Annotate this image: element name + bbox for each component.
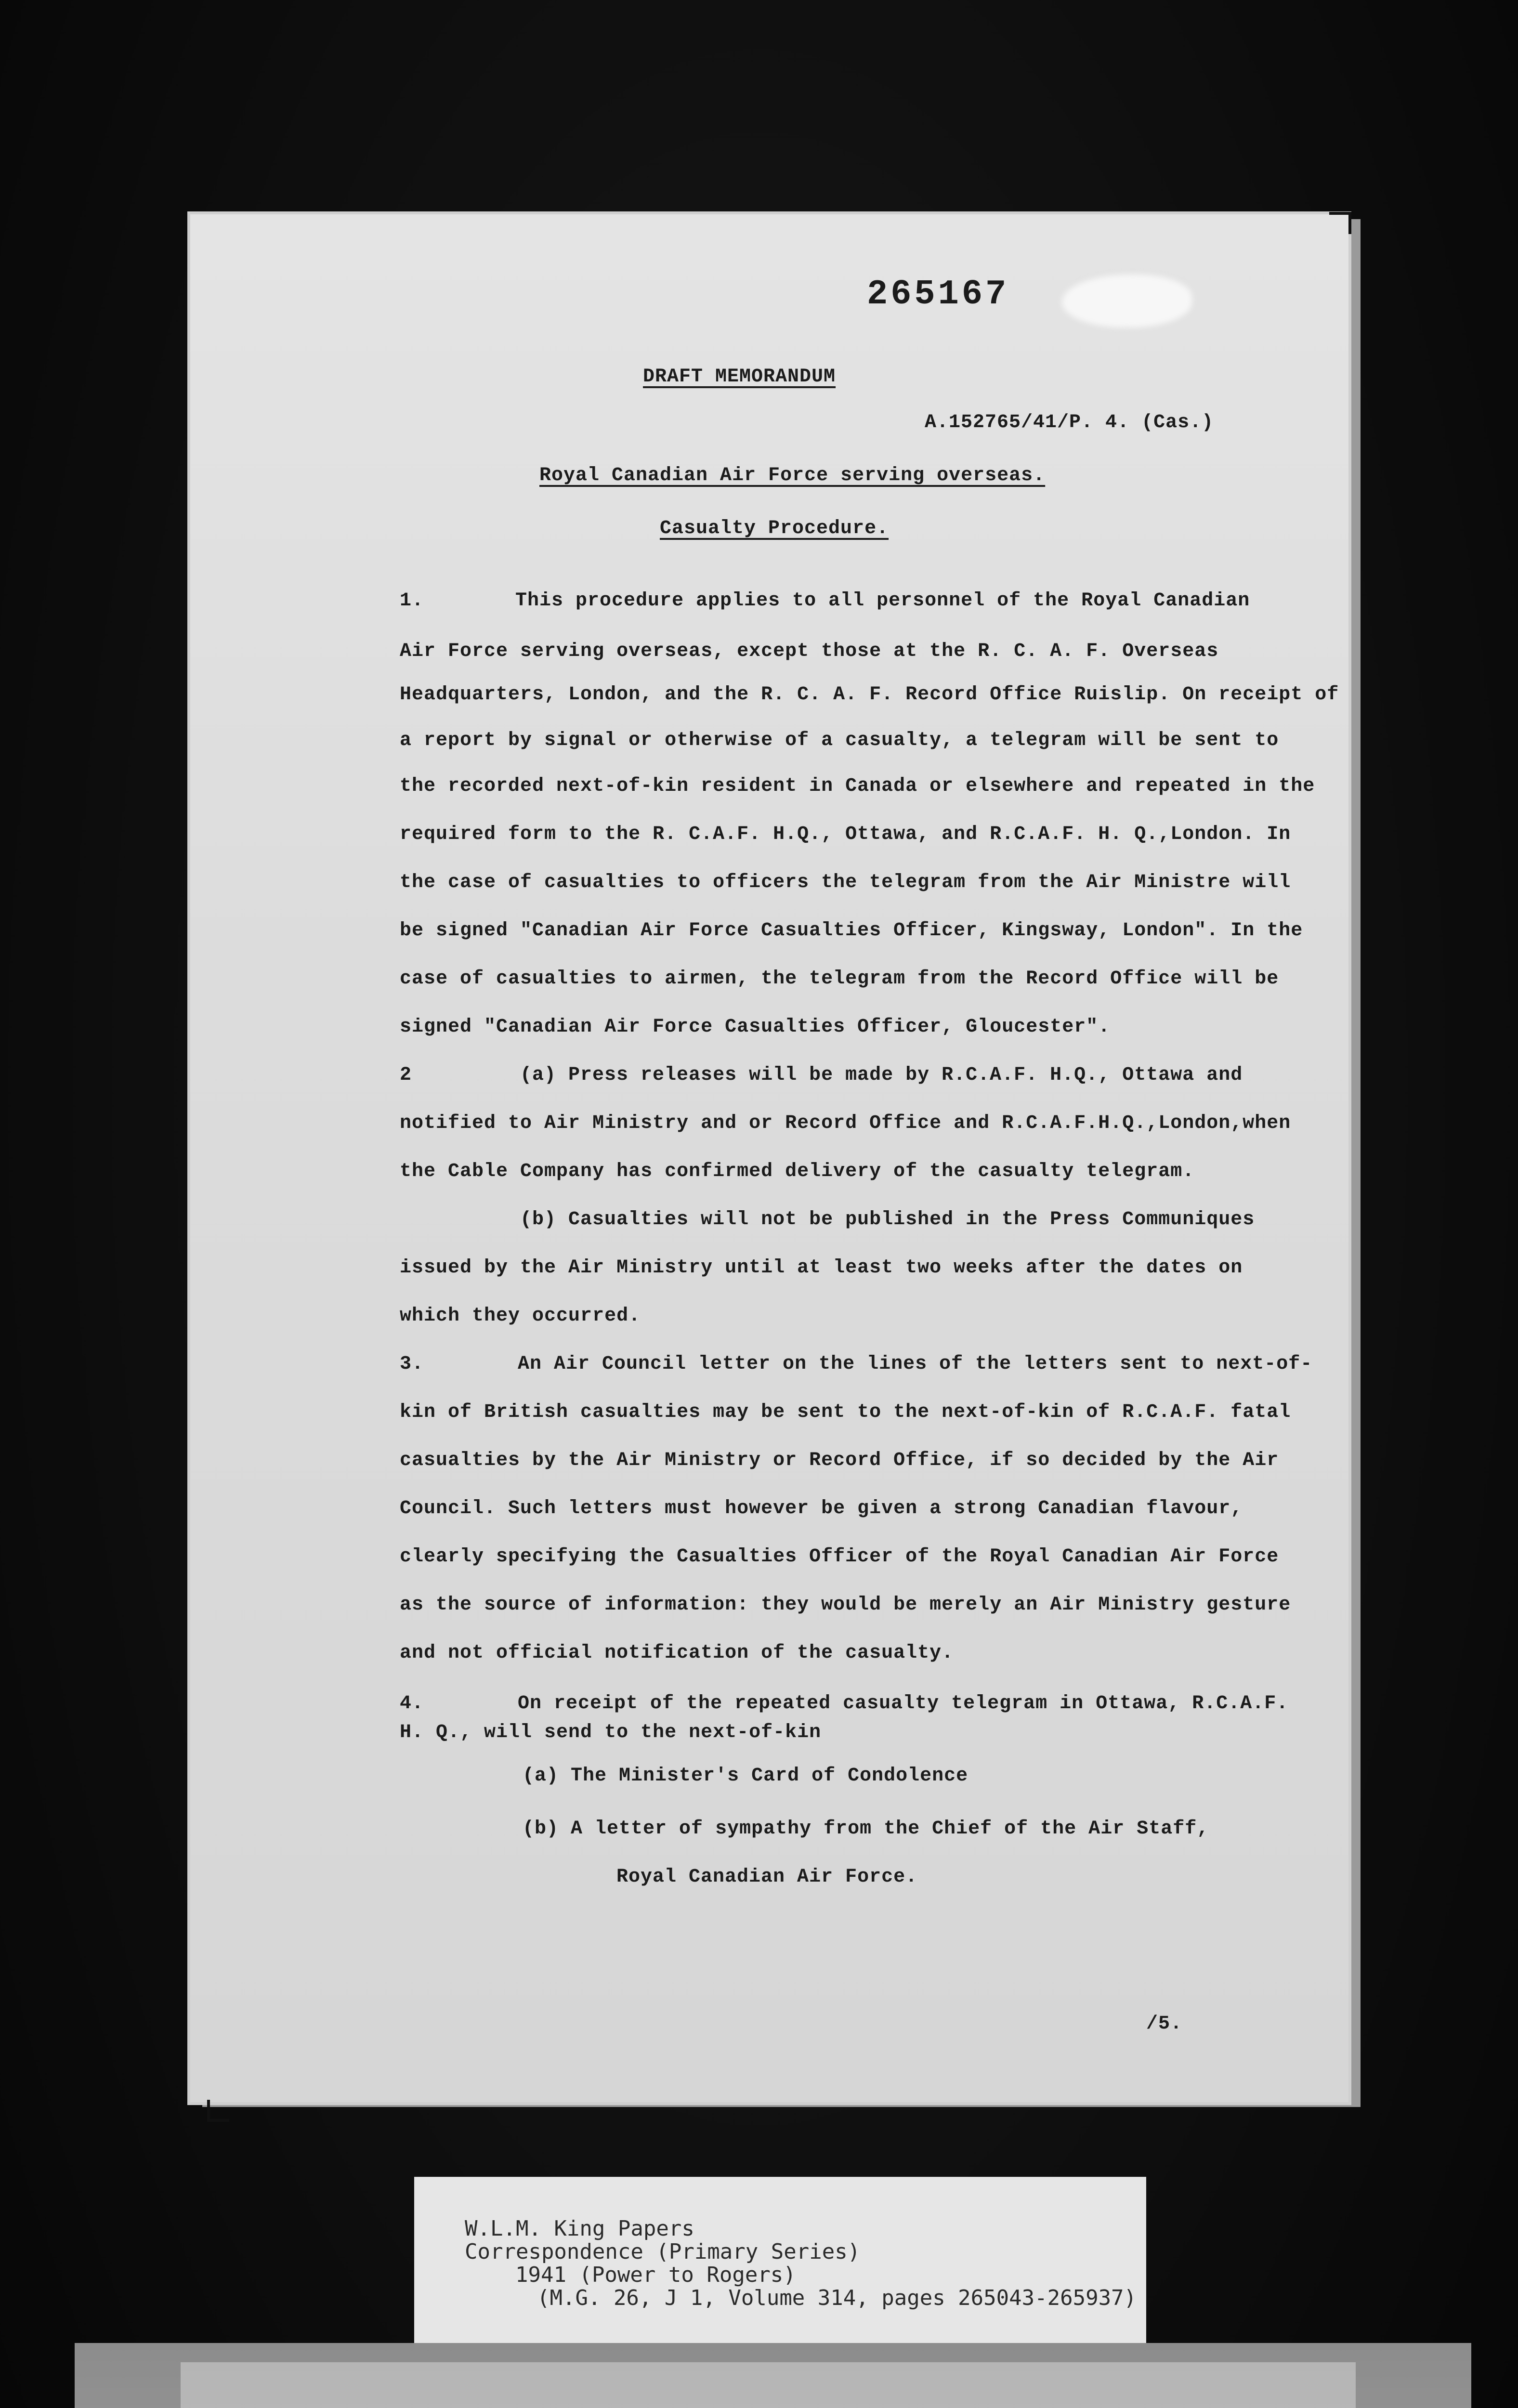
label-volume: (M.G. 26, J 1, Volume 314, pages 265043-265937): [537, 2286, 1137, 2310]
body-line: (b) Casualties will not be published in the Press Communiques: [520, 1209, 1255, 1230]
archive-board-panel: [181, 2362, 1356, 2408]
reference-number: A.152765/41/P. 4. (Cas.): [925, 412, 1214, 433]
body-line: a report by signal or otherwise of a casualty, a telegram will be sent to: [400, 730, 1279, 751]
body-line: which they occurred.: [400, 1305, 641, 1327]
body-line: signed "Canadian Air Force Casualties Officer, Gloucester".: [400, 1016, 1111, 1038]
crop-mark-bottom-left: [207, 2100, 229, 2122]
draft-heading: DRAFT MEMORANDUM: [643, 366, 836, 388]
paragraph-number: 3.: [400, 1353, 424, 1375]
body-line: (a) The Minister's Card of Condolence: [523, 1765, 968, 1787]
crop-mark-top-right: [1329, 212, 1351, 234]
label-series: Correspondence (Primary Series): [465, 2239, 861, 2264]
body-line: Headquarters, London, and the R. C. A. F. Record Office Ruislip. On receipt of: [400, 684, 1339, 706]
subject-line: Royal Canadian Air Force serving overseas.: [539, 465, 1046, 486]
paragraph-number: 2: [400, 1064, 412, 1086]
body-line: Royal Canadian Air Force.: [616, 1866, 918, 1888]
body-line: be signed "Canadian Air Force Casualties Officer, Kingsway, London". In the: [400, 920, 1303, 942]
body-line: H. Q., will send to the next-of-kin: [400, 1722, 822, 1743]
paper-smudge: [1062, 275, 1192, 327]
body-line: (b) A letter of sympathy from the Chief of the Air Staff,: [523, 1818, 1209, 1840]
body-line: notified to Air Ministry and or Record Office and R.C.A.F.H.Q.,London,when: [400, 1112, 1291, 1134]
body-line: kin of British casualties may be sent to the next-of-kin of R.C.A.F. fatal: [400, 1401, 1291, 1423]
body-line: Council. Such letters must however be given a strong Canadian flavour,: [400, 1498, 1243, 1519]
body-line: and not official notification of the casualty.: [400, 1642, 954, 1664]
paragraph-number: 1.: [400, 590, 424, 612]
body-line: Air Force serving overseas, except those at the R. C. A. F. Overseas: [400, 641, 1219, 662]
body-line: casualties by the Air Ministry or Record Office, if so decided by the Air: [400, 1450, 1279, 1471]
body-line: An Air Council letter on the lines of the letters sent to next-of-: [518, 1353, 1313, 1375]
body-line: the case of casualties to officers the telegram from the Air Ministre will: [400, 872, 1291, 893]
label-collection: W.L.M. King Papers: [465, 2216, 694, 2241]
body-line: case of casualties to airmen, the telegram from the Record Office will be: [400, 968, 1279, 990]
label-year: 1941 (Power to Rogers): [515, 2263, 796, 2287]
document-number: 265167: [867, 275, 1009, 314]
paragraph-number: 4.: [400, 1693, 424, 1714]
archive-board: [75, 2343, 1471, 2408]
body-line: issued by the Air Ministry until at least two weeks after the dates on: [400, 1257, 1243, 1279]
body-line: as the source of information: they would be merely an Air Ministry gesture: [400, 1594, 1291, 1616]
page-marker: /5.: [1146, 2013, 1183, 2035]
body-line: (a) Press releases will be made by R.C.A.F. H.Q., Ottawa and: [520, 1064, 1243, 1086]
body-line: required form to the R. C.A.F. H.Q., Ottawa, and R.C.A.F. H. Q.,London. In: [400, 824, 1291, 845]
subtitle-line: Casualty Procedure.: [660, 518, 889, 539]
body-line: the recorded next-of-kin resident in Canada or elsewhere and repeated in the: [400, 775, 1315, 797]
body-line: clearly specifying the Casualties Officer of the Royal Canadian Air Force: [400, 1546, 1279, 1568]
body-line: On receipt of the repeated casualty telegram in Ottawa, R.C.A.F.: [518, 1693, 1289, 1714]
body-line: This procedure applies to all personnel of the Royal Canadian: [515, 590, 1250, 612]
body-line: the Cable Company has confirmed delivery of the casualty telegram.: [400, 1161, 1195, 1182]
